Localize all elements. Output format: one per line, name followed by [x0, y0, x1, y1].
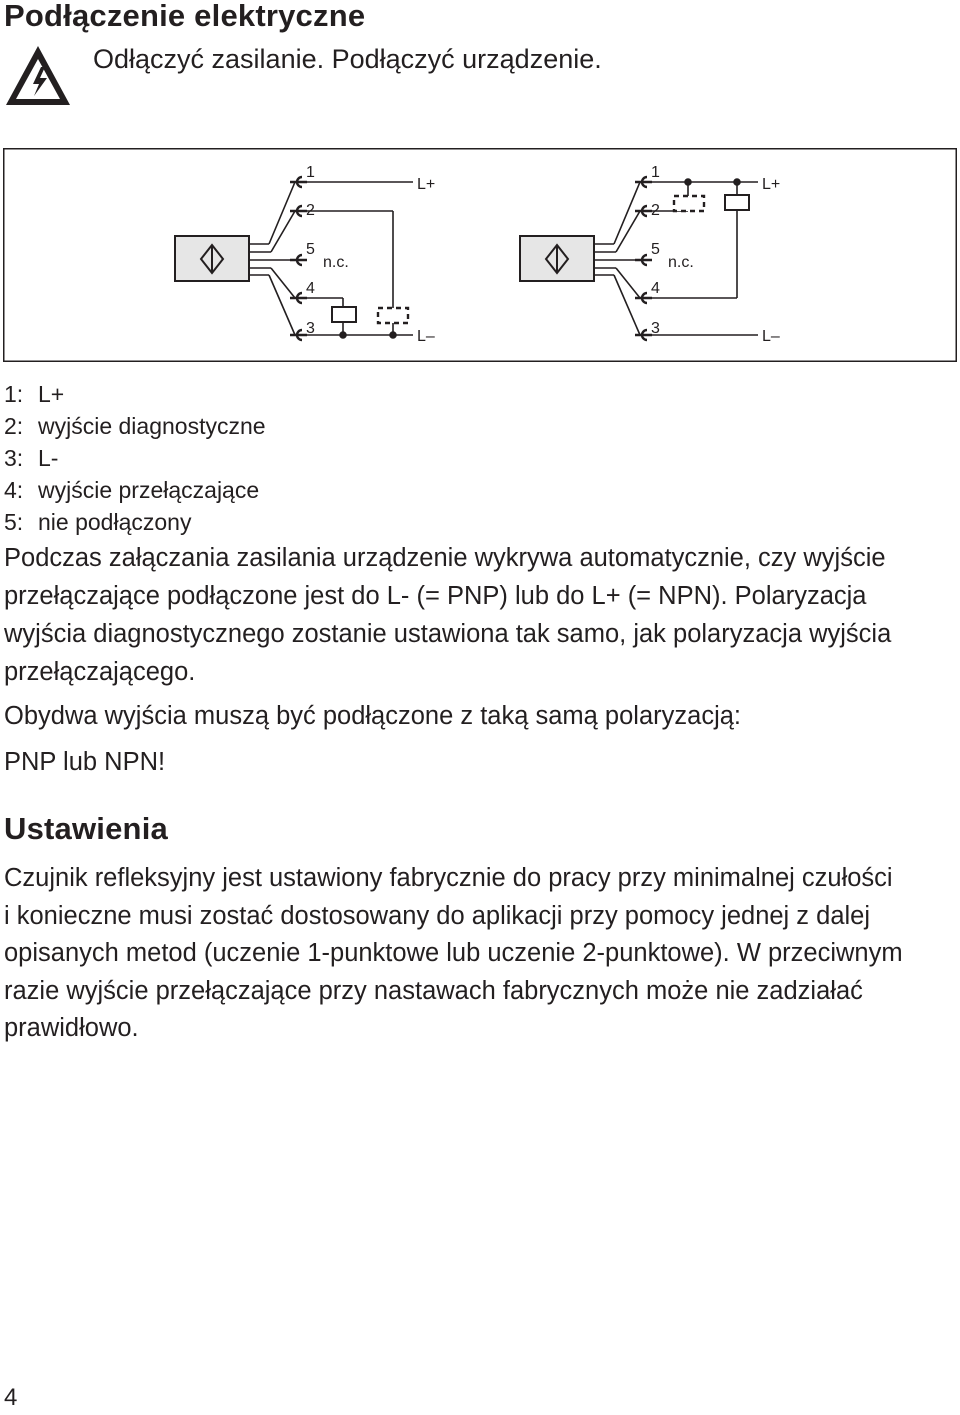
- left-pin-5-label: 5: [306, 241, 315, 258]
- pin-legend-item: 3: L-: [4, 445, 59, 471]
- warning-text: Odłączyć zasilanie. Podłączyć urządzenie.: [93, 44, 602, 74]
- right-pin-1-label: 1: [651, 164, 660, 181]
- section-heading-settings: Ustawienia: [4, 811, 168, 846]
- settings-line: opisanych metod (uczenie 1-punktowe lub uczenie 2-punktowe). W przeciwnym: [4, 939, 903, 967]
- wiring-diagram-left: [175, 177, 413, 340]
- pin-legend-item: 2: wyjście diagnostyczne: [4, 413, 266, 439]
- page-title: Podłączenie elektryczne: [4, 0, 366, 33]
- description-paragraph: [4, 539, 891, 691]
- high-voltage-warning-icon: [3, 43, 73, 109]
- pin-legend-item: 5: nie podłączony: [4, 509, 192, 535]
- polarity-note: Obydwa wyjścia muszą być podłączone z taką samą polaryzacją:: [4, 702, 741, 730]
- settings-paragraph: [4, 860, 903, 1048]
- right-pin-5-label: 5: [651, 241, 660, 258]
- left-pin-3-label: 3: [306, 320, 315, 337]
- wiring-diagram-right: [520, 177, 758, 340]
- page-number: 4: [4, 1384, 18, 1411]
- pin-legend-item: 4: wyjście przełączające: [4, 477, 260, 503]
- description-line: wyjścia diagnostycznego zostanie ustawiona tak samo, jak polaryzacja wyjścia: [4, 620, 892, 648]
- settings-line: razie wyjście przełączające przy nastawach fabrycznych może nie zadziałać: [4, 976, 863, 1005]
- right-pin-3-label: 3: [651, 320, 660, 337]
- description-line: przełączające podłączone jest do L- (= PNP) lub do L+ (= NPN). Polaryzacja: [4, 582, 867, 610]
- pin-legend-item: 1: L+: [4, 381, 65, 407]
- left-nc-label: n.c.: [323, 254, 349, 271]
- settings-line: i konieczne musi zostać dostosowany do aplikacji przy pomocy jednej z dalej: [4, 901, 871, 930]
- left-supply-minus-label: L–: [417, 328, 435, 345]
- settings-line: prawidłowo.: [4, 1014, 139, 1042]
- right-supply-plus-label: L+: [762, 176, 781, 193]
- right-pin-2-label: 2: [651, 202, 660, 219]
- polarity-note-2: PNP lub NPN!: [4, 748, 166, 776]
- wiring-diagram: [3, 148, 957, 362]
- description-line: przełączającego.: [4, 658, 196, 686]
- right-supply-minus-label: L–: [762, 328, 780, 345]
- right-nc-label: n.c.: [668, 254, 694, 271]
- left-pin-2-label: 2: [306, 202, 315, 219]
- description-line: Podczas załączania zasilania urządzenie wykrywa automatycznie, czy wyjście: [4, 544, 886, 572]
- left-pin-4-label: 4: [306, 280, 315, 297]
- left-supply-plus-label: L+: [417, 176, 436, 193]
- left-pin-1-label: 1: [306, 164, 315, 181]
- settings-line: Czujnik refleksyjny jest ustawiony fabrycznie do pracy przy minimalnej czułości: [4, 864, 893, 892]
- right-pin-4-label: 4: [651, 280, 660, 297]
